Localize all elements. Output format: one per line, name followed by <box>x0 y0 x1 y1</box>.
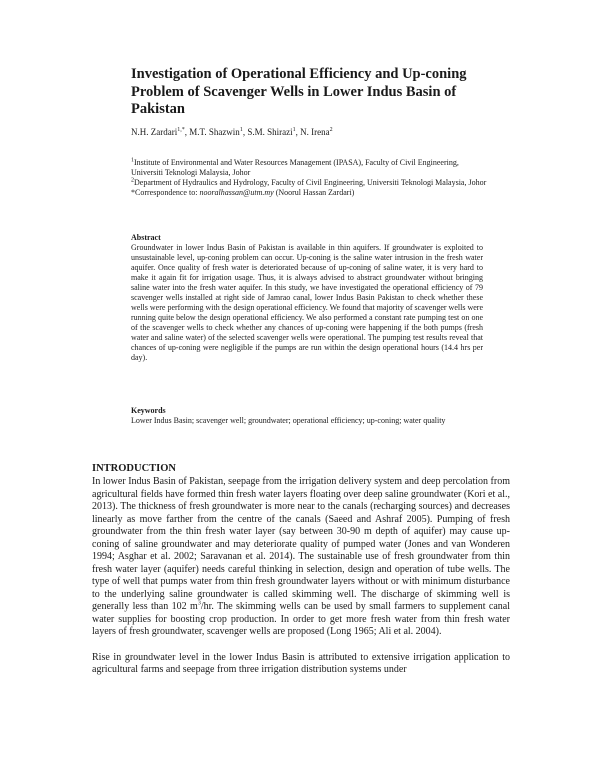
author: N. Irena$^2$ <box>300 127 333 137</box>
keywords-heading: Keywords <box>131 406 166 415</box>
introduction-paragraph-2: Rise in groundwater level in the lower Indus Basin is attributed to extensive irrigation application to agricultural farms and seepage from three irrigation distribution systems under <box>92 651 510 675</box>
author: M.T. Shazwin$^1$, <box>189 127 248 137</box>
keywords-section <box>131 406 483 426</box>
abstract-section <box>131 233 483 363</box>
affiliation-1: $^1$Institute of Environmental and Water Resources Management (IPASA), Faculty of Civil Engineering, Universiti Teknologi Malaysia, Johor <box>131 157 459 177</box>
introduction-paragraph-1: In lower Indus Basin of Pakistan, seepage from the irrigation delivery system and deep percolation from agricultural fields have formed thin fresh water layers floating over deep saline groundwater (Kori et al., 2013). The thickness of fresh groundwater is more near to the canals (recharging sources) and decreases linearly as move farther from the centre of the canals (Saeed and Ashraf 2005). Pumping of fresh groundwater from the thin fresh water layer (say between 30-90 m depth of aquifer) may cause up-coning of saline groundwater and may deteriorate quality of pumped water (Jones and van Wonderen 1994; Asghar et al. 2002; Saravanan et al. 2014). The sustainable use of fresh groundwater from thin fresh water layer (aquifer) needs careful thinking in selection, design and operation of tube wells. The type of well that pumps water from thin fresh groundwater layers without or with minimum disturbance to the underlying saline groundwater is called skimming well. The discharge of skimming well is generally less than 102 $m^3/hr$. The skimming wells can be used by small farmers to supplement canal water supplies for boosting crop production. In order to get more fresh water from thin fresh water layers of fresh groundwater, scavenger wells are proposed (Long 1965; Ali et al. 2004). <box>92 476 510 637</box>
author: S.M. Shirazi$^1$, <box>247 127 301 137</box>
introduction-section <box>92 463 510 677</box>
affiliations <box>131 158 491 198</box>
affiliation-2: $^2$Department of Hydraulics and Hydrology, Faculty of Civil Engineering, Universiti Teknologi Malaysia, Johor <box>131 177 487 187</box>
author-list <box>131 127 491 138</box>
abstract-heading: Abstract <box>131 233 161 242</box>
keywords-text: Lower Indus Basin; scavenger well; groundwater; operational efficiency; up-coning; water quality <box>131 416 446 425</box>
correspondence-email[interactable]: nooralhassan@utm.my <box>199 188 274 197</box>
abstract-text: Groundwater in lower Indus Basin of Pakistan is available in thin aquifers. If groundwater is exploited to unsustainable level, up-coning problem can occur. Up-coning is the saline water intrusion in the fresh water aquifer. Once quality of fresh water is deteriorated because of up-coning of saline water, it is very hard to make it again fit for irrigation usage. Thus, it is always advised to abstract groundwater without bringing saline water into the fresh water aquifer. In this study, we have investigated the operational efficiency of 79 scavenger wells installed at right side of Jamrao canal, lower Indus Basin Pakistan to check whether these wells were performing with the design operational efficiency. We found that majority of scavenger wells were running quite below the design operational efficiency. We also performed a constant rate pumping test on one of the scavenger wells to check whether any chances of up-coning were happening if the both pumps (fresh water and saline water) of the selected scavenger wells were operational. The pumping test results reveal that chances of up-coning were negligible if the pumps are run within the design operational hours (14.4 hrs per day). <box>131 243 483 362</box>
author: N.H. Zardari$^{1,*}$, <box>131 127 190 137</box>
paper-title: Investigation of Operational Efficiency and Up-coning Problem of Scavenger Wells in Lower Indus Basin of Pakistan <box>131 66 467 117</box>
correspondence: *Correspondence to: nooralhassan@utm.my (Noorul Hassan Zardari) <box>131 188 355 197</box>
introduction-heading: INTRODUCTION <box>92 463 177 474</box>
